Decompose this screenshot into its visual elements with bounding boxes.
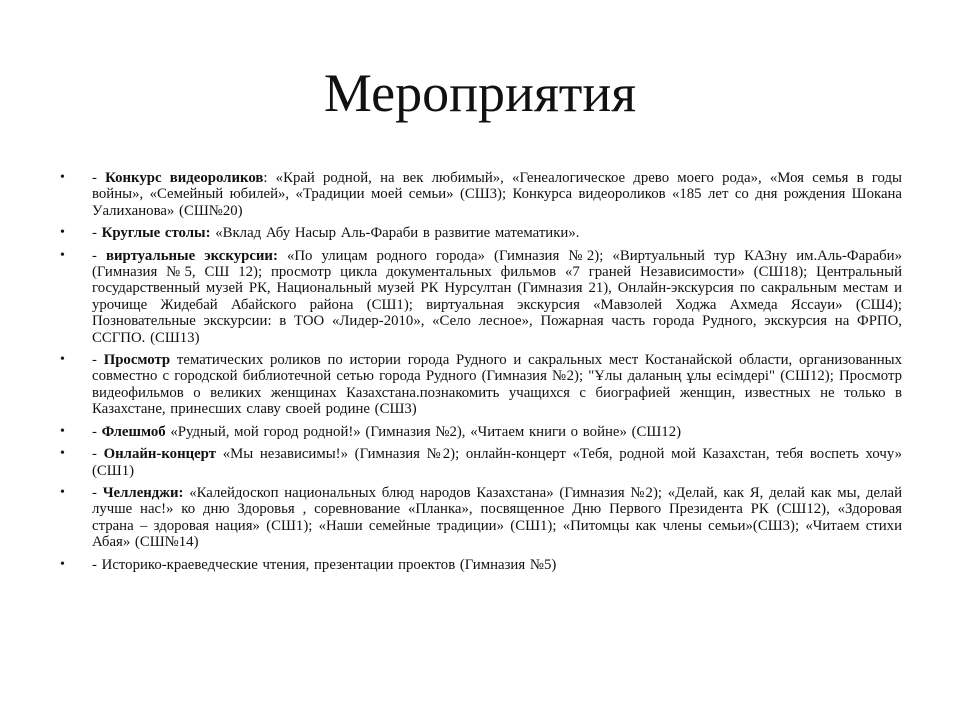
item-term: Челленджи: [102, 484, 184, 501]
item-prefix: - [92, 423, 102, 440]
item-term: виртуальные экскурсии: [106, 247, 278, 264]
bullet-icon: • [60, 170, 65, 185]
item-prefix: - [92, 225, 102, 242]
item-text: : «Край родной, на век любимый», «Генеалогическое древо моего рода», «Моя семья в годы войны», «Семейный юбилей», «Традиции моей семьи» (СШ3); Конкурса видеороликов «185 лет со дня рождения Шокана Уалиханова» (СШ№20) [92, 170, 902, 219]
bullet-icon: • [60, 352, 65, 368]
item-prefix: - [92, 170, 106, 186]
list-item [60, 485, 902, 551]
bullet-icon: • [60, 556, 65, 572]
slide-title: Мероприятия [323, 63, 637, 123]
item-prefix: - [92, 484, 103, 501]
bullet-icon: • [60, 225, 65, 241]
item-prefix: - [92, 247, 107, 264]
list-item [60, 446, 902, 479]
list-item [60, 424, 902, 440]
item-term: Онлайн-концерт [103, 446, 216, 463]
item-text: Историко-краеведческие чтения, презентации проектов (Гимназия №5) [101, 556, 557, 573]
item-term: Просмотр [103, 352, 171, 369]
bullet-icon: • [60, 484, 65, 500]
bullet-icon: • [60, 247, 65, 263]
events-list [60, 170, 902, 573]
list-item [60, 352, 902, 418]
bullet-icon: • [60, 423, 65, 439]
item-text: «Мы независимы!» (Гимназия №2); онлайн-концерт «Тебя, родной мой Казахстан, тебя воспеть хочу» (СШ1) [92, 446, 902, 479]
slide-content [60, 170, 902, 579]
item-term: Флешмоб [101, 423, 166, 440]
list-item [60, 557, 902, 573]
item-text: тематических роликов по истории города Рудного и сакральных мест Костанайской области, организованных совместно с городской библиотечной сетью города Рудного (Гимназия №2); "Ұлы даланың ұлы есімдері" (СШ12); Просмотр видеофильмов о великих женщинах Казахстана.познакомить учащихся с биографией женщин, известных не только в Казахстане, принесших славу своей родине (СШ3) [92, 352, 902, 418]
item-term: Конкурс видеороликов [105, 170, 264, 186]
item-text: «По улицам родного города» (Гимназия №2); «Виртуальный тур КАЗну им.Аль-Фараби» (Гимназия №5, СШ 12); просмотр цикла документальных фильмов «7 граней Независимости» (СШ18); Центральный государственный музей РК, Национальный музей РК Нурсултан (Гимназия 21), Онлайн-экскурсия по сакральным местам и урочище Жидебай Абайского района (СШ1); виртуальная экскурсия «Мавзолей Ходжа Ахмеда Яссауи» (СШ4); Позновательные экскурсии: в ТОО «Лидер-2010», «Село лесное», Пожарная часть города Рудного, экскурсия на ФРПО, ССГПО. (СШ13) [92, 247, 902, 346]
item-prefix: - [92, 556, 102, 573]
bullet-icon: • [60, 446, 65, 462]
item-text: «Калейдоскоп национальных блюд народов Казахстана» (Гимназия №2); «Делай, как Я, делай как мы, делай лучше нас!» ко дню Здоровья , соревнование «Планка», посвященное Дню Первого Президента РК (СШ12), «Здоровая страна – здоровая нация» (СШ1); «Наши семейные традиции» (СШ1); «Питомцы как члены семьи»(СШ3); «Читаем стихи Абая» (СШ№14) [92, 484, 902, 551]
item-text: «Вклад Абу Насыр Аль-Фараби в развитие математики». [210, 225, 580, 242]
item-term: Круглые столы: [101, 225, 211, 242]
item-prefix: - [92, 352, 104, 369]
list-item [60, 248, 902, 346]
item-text: «Рудный, мой город родной!» (Гимназия №2), «Читаем книги о войне» (СШ12) [165, 423, 682, 440]
list-item [60, 170, 902, 219]
list-item [60, 225, 902, 241]
item-prefix: - [92, 446, 104, 463]
